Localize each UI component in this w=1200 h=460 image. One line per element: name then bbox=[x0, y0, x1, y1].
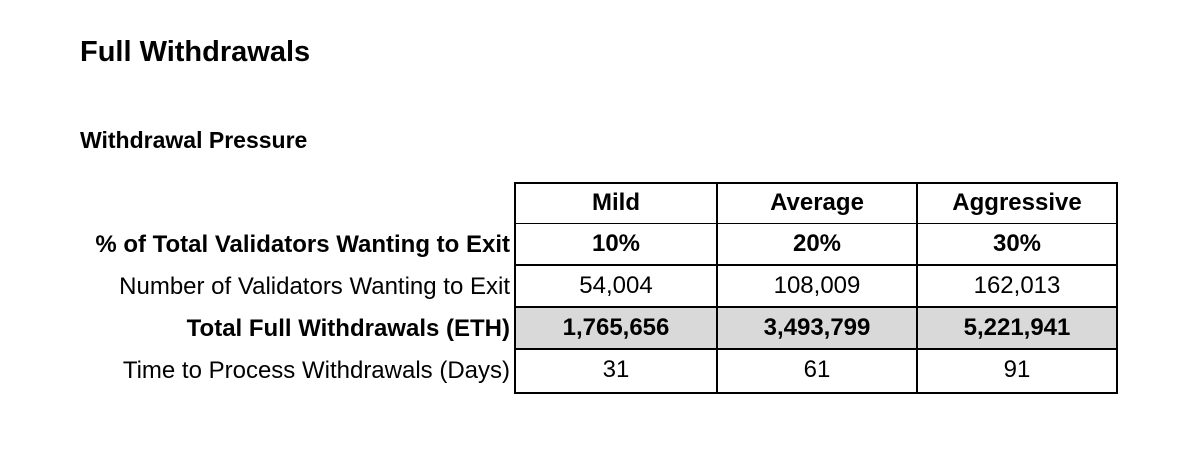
table-header-row bbox=[0, 182, 1122, 224]
table-cell: 10% bbox=[514, 224, 718, 266]
table-cell: 162,013 bbox=[918, 266, 1118, 308]
section-subtitle: Withdrawal Pressure bbox=[80, 127, 308, 153]
row-label-total-withdrawals: Total Full Withdrawals (ETH) bbox=[186, 315, 510, 342]
table-cell: 108,009 bbox=[718, 266, 918, 308]
column-header-aggressive: Aggressive bbox=[918, 182, 1118, 224]
row-label-percent-exit: % of Total Validators Wanting to Exit bbox=[95, 231, 510, 258]
table-cell: 1,765,656 bbox=[514, 308, 718, 350]
table-cell: 5,221,941 bbox=[918, 308, 1118, 350]
table-row-highlighted bbox=[0, 308, 1122, 350]
table-cell: 31 bbox=[514, 350, 718, 394]
table-cell: 3,493,799 bbox=[718, 308, 918, 350]
table-cell: 61 bbox=[718, 350, 918, 394]
withdrawal-pressure-table bbox=[0, 182, 1122, 394]
table-cell: 30% bbox=[918, 224, 1118, 266]
column-header-mild: Mild bbox=[514, 182, 718, 224]
table-cell: 20% bbox=[718, 224, 918, 266]
row-label-number-exit: Number of Validators Wanting to Exit bbox=[119, 273, 510, 300]
table-row bbox=[0, 266, 1122, 308]
column-header-average: Average bbox=[718, 182, 918, 224]
table-row bbox=[0, 224, 1122, 266]
page-title: Full Withdrawals bbox=[80, 36, 311, 68]
row-label-time-to-process: Time to Process Withdrawals (Days) bbox=[122, 357, 510, 384]
table-cell: 91 bbox=[918, 350, 1118, 394]
header-spacer bbox=[0, 182, 514, 224]
table-row bbox=[0, 350, 1122, 394]
table-cell: 54,004 bbox=[514, 266, 718, 308]
